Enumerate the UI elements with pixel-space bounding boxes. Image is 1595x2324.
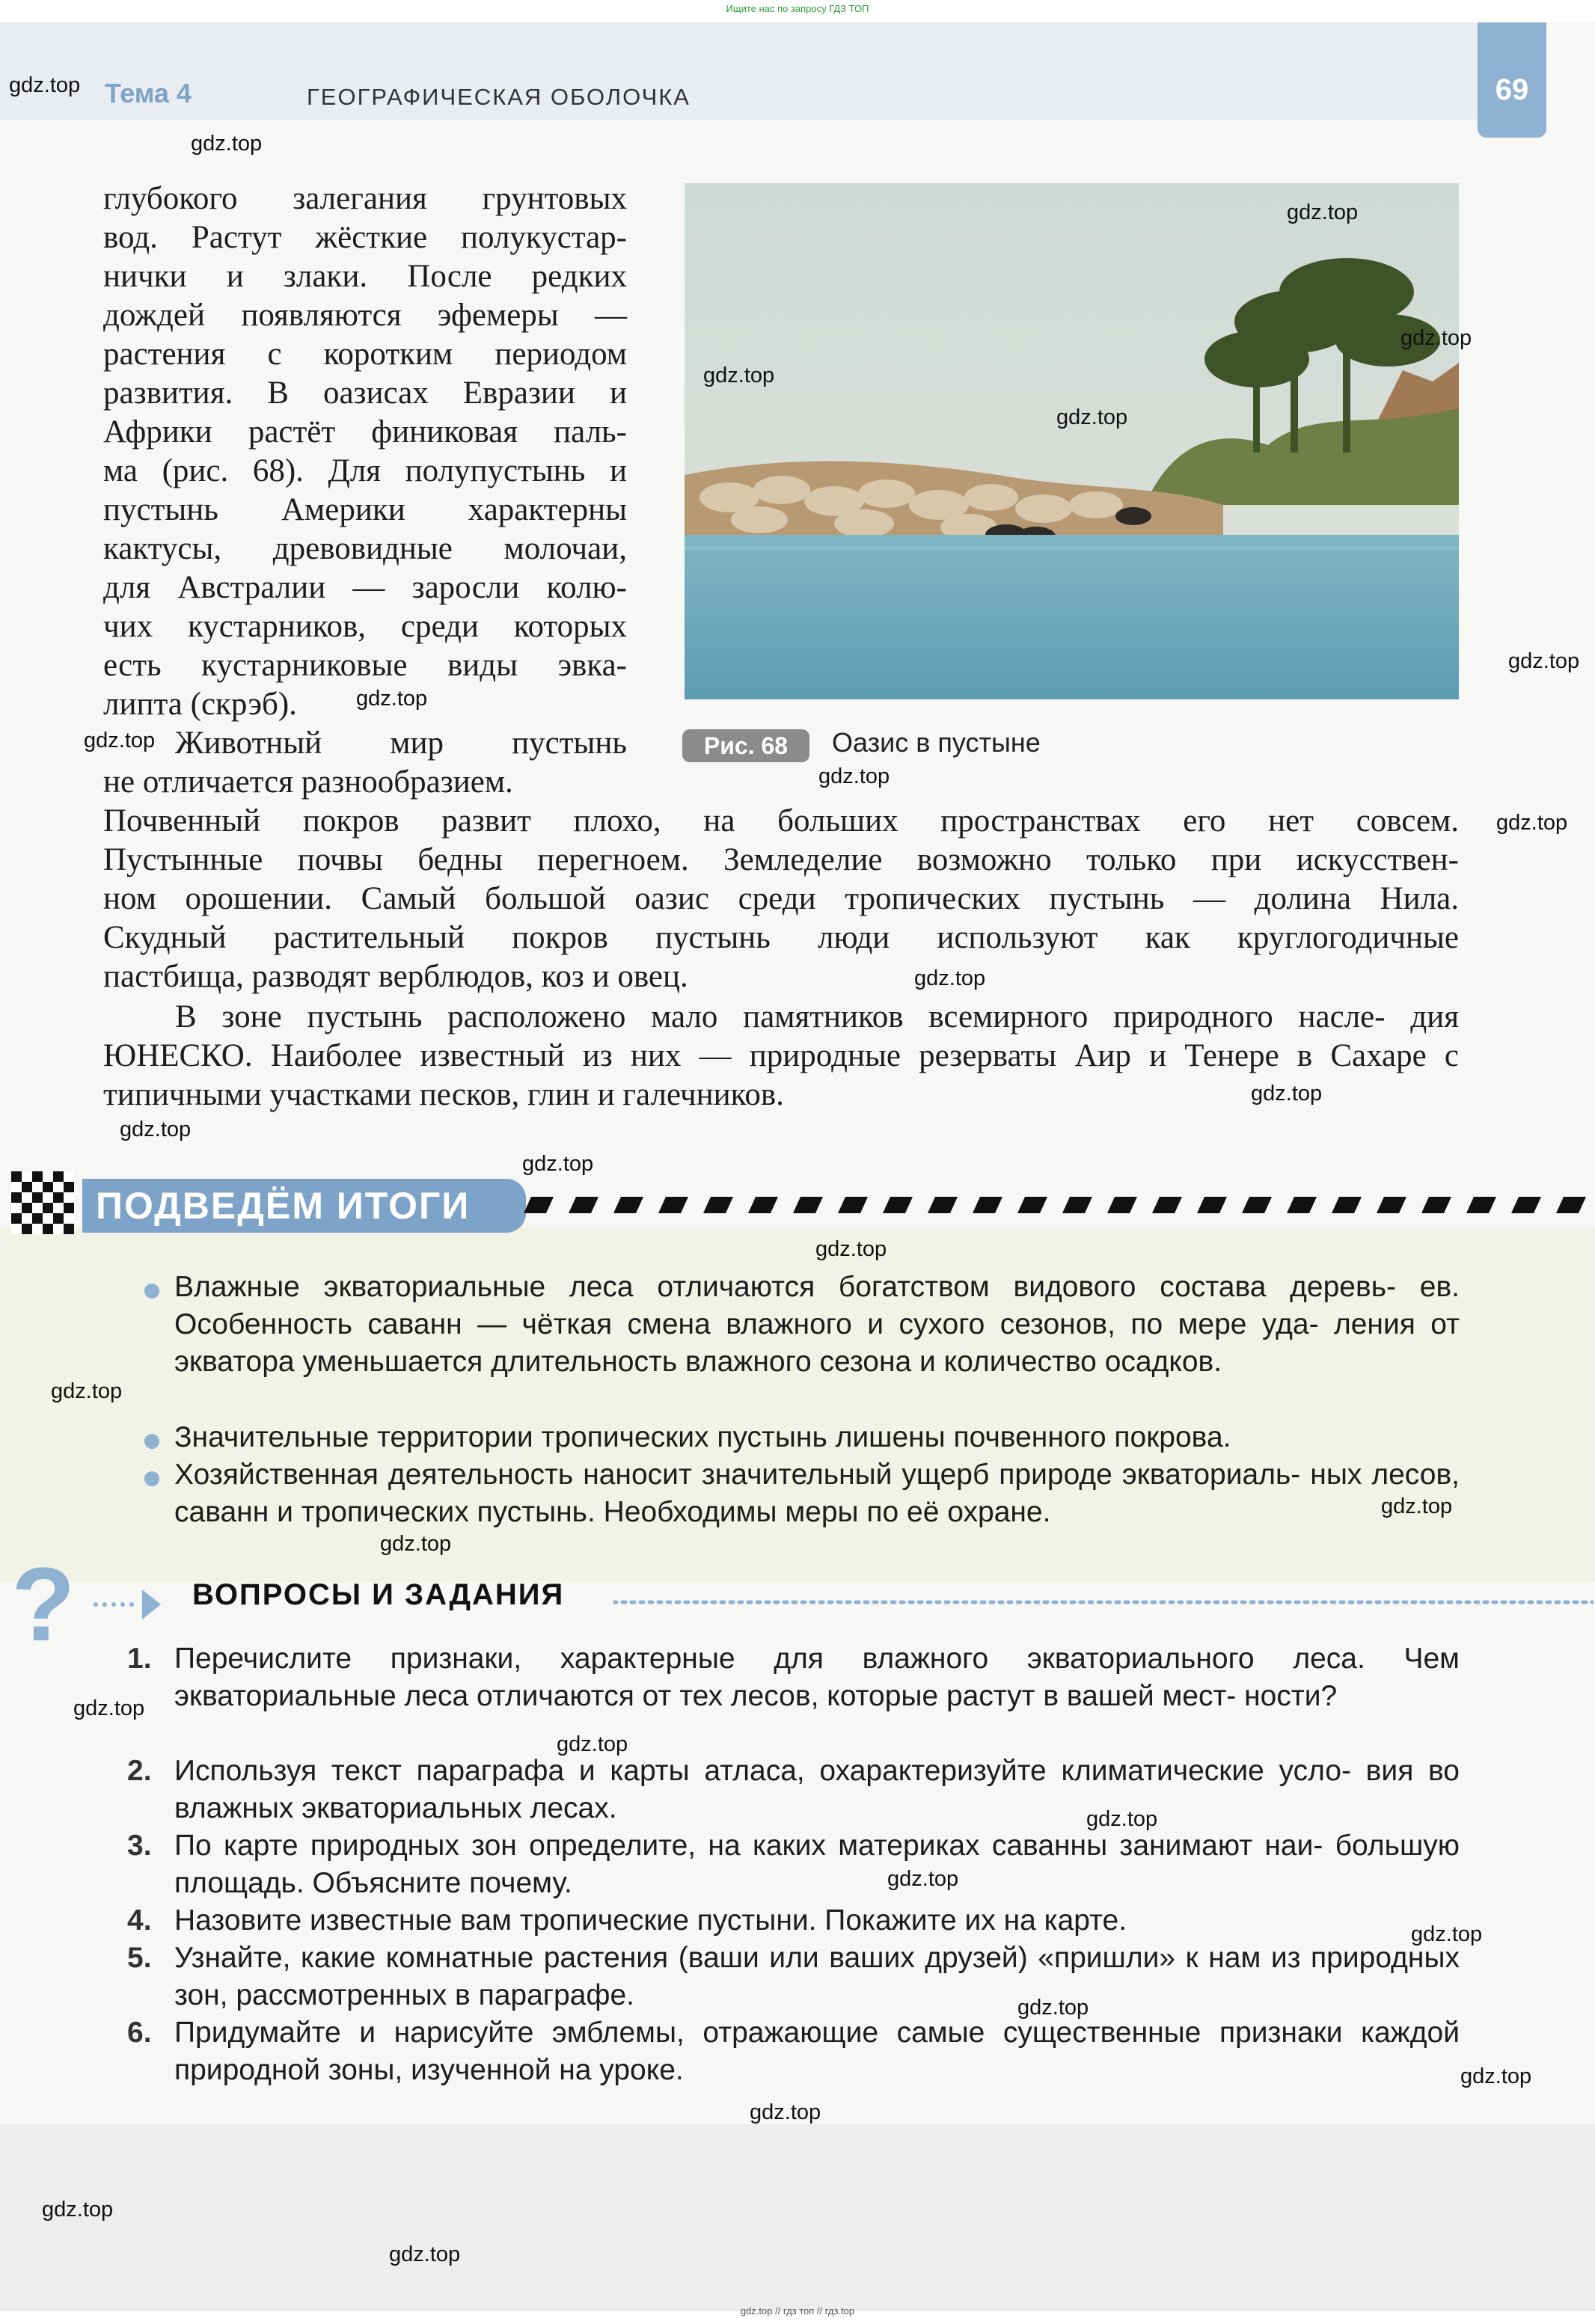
question-number: 6.: [127, 2017, 152, 2049]
watermark: gdz.top: [1411, 1922, 1483, 1946]
text-line: кактусы, древовидные молочаи,: [103, 531, 627, 566]
dotted-divider: [613, 1595, 1594, 1599]
watermark: gdz.top: [1381, 1494, 1453, 1518]
watermark: gdz.top: [1287, 200, 1359, 224]
watermark: gdz.top: [522, 1152, 594, 1176]
watermark: gdz.top: [750, 2100, 821, 2124]
watermark: gdz.top: [42, 2198, 114, 2222]
question-number: 1.: [127, 1643, 152, 1675]
summary-item: Хозяйственная деятельность наносит значительный ущерб природе экваториаль- ных лесов, саванн и тропических пустынь. Необходимы меры по её охране.: [174, 1459, 1460, 1528]
text-line: дождей появляются эфемеры —: [103, 298, 627, 333]
question-text: Назовите известные вам тропические пустыни. Покажите их на карте.: [174, 1904, 1127, 1937]
text-line: глубокого залегания грунтовых: [103, 181, 627, 216]
watermark: gdz.top: [1056, 405, 1128, 429]
watermark: gdz.top: [887, 1867, 959, 1891]
watermark: gdz.top: [818, 764, 890, 788]
text-line: ном орошении. Самый большой оазис среди тропических пустынь — долина Нила.: [103, 881, 1459, 916]
summary-item: Значительные территории тропических пустынь лишены почвенного покрова.: [174, 1421, 1231, 1453]
watermark: gdz.top: [1460, 2064, 1532, 2088]
text-line: есть кустарниковые виды эвка-: [103, 648, 627, 683]
summary-heading: ПОДВЕДЁМ ИТОГИ: [82, 1179, 526, 1233]
watermark: gdz.top: [1496, 811, 1568, 835]
text-line: Африки растёт финиковая паль-: [103, 414, 627, 450]
watermark: gdz.top: [914, 966, 986, 990]
question-number: 5.: [127, 1942, 152, 1974]
watermark: gdz.top: [191, 132, 263, 156]
watermark: gdz.top: [557, 1732, 628, 1756]
watermark: gdz.top: [1508, 649, 1580, 673]
watermark: gdz.top: [120, 1117, 192, 1141]
bullet-icon: [144, 1434, 159, 1449]
figure-caption: Оазис в пустыне: [832, 727, 1041, 758]
question-text: Используя текст параграфа и карты атласа, охарактеризуйте климатические усло- вия во влажных экваториальных лесах.: [174, 1755, 1460, 1824]
text-line: ма (рис. 68). Для полупустынь и: [103, 453, 627, 488]
watermark: gdz.top: [380, 1532, 452, 1556]
bottom-note: gdz.top // гдз топ // гдз.top: [740, 2305, 855, 2317]
arrow-right-icon: [90, 1586, 165, 1623]
checkered-flag-icon: [11, 1171, 74, 1234]
topic-label: Тема 4: [105, 78, 192, 108]
unesco-paragraph: В зоне пустынь расположено мало памятников всемирного природного насле- дия ЮНЕСКО. Наиболее известный из них — природные резерваты Аир и Тенере в Сахаре с типичными участками песков, глин и галечников.: [103, 999, 1459, 1112]
page-header: [0, 22, 1541, 120]
question-number: 4.: [127, 1904, 152, 1937]
bullet-icon: [144, 1471, 159, 1486]
questions-heading: ВОПРОСЫ И ЗАДАНИЯ: [192, 1578, 565, 1611]
text-line: растения с коротким периодом: [103, 337, 627, 372]
watermark: gdz.top: [1017, 1996, 1089, 2020]
text-line: для Австралии — заросли колю-: [103, 570, 627, 605]
watermark: gdz.top: [84, 729, 156, 752]
bullet-icon: [144, 1284, 159, 1299]
watermark: gdz.top: [356, 687, 428, 711]
dashed-divider: [524, 1197, 1586, 1213]
text-line: Почвенный покров развит плохо, на больших пространствах его нет совсем.: [103, 803, 1459, 838]
text-line: нички и злаки. После редких: [103, 259, 627, 294]
text-line: не отличается разнообразием.: [103, 764, 513, 800]
watermark: gdz.top: [51, 1379, 123, 1403]
watermark: gdz.top: [815, 1237, 887, 1261]
text-line: липта (скрэб).: [103, 687, 297, 722]
summary-item: Влажные экваториальные леса отличаются богатством видового состава деревь- ев. Особенность саванн — чёткая смена влажного и сухого сезонов, по мере уда- ления от экватора уменьшается длительность влажного сезона и количество осадков.: [174, 1271, 1460, 1378]
watermark: gdz.top: [703, 364, 775, 387]
question-text: Придумайте и нарисуйте эмблемы, отражающие самые существенные признаки каждой природной зоны, изученной на уроке.: [174, 2017, 1460, 2086]
question-text: Перечислите признаки, характерные для влажного экваториального леса. Чем экваториальные леса отличаются от тех лесов, которые растут в вашей мест- ности?: [174, 1643, 1460, 1712]
watermark: gdz.top: [1251, 1082, 1323, 1106]
question-number: 3.: [127, 1830, 152, 1862]
top-note: Ищите нас по запросу ГДЗ ТОП: [726, 3, 869, 14]
text-line: Пустынные почвы бедны перегноем. Земледелие возможно только при искусствен-: [103, 842, 1459, 877]
text-line: Животный мир пустынь: [175, 726, 627, 761]
watermark: gdz.top: [1400, 326, 1472, 350]
text-line: пастбища, разводят верблюдов, коз и овец.: [103, 959, 688, 994]
text-line: вод. Растут жёсткие полукустар-: [103, 220, 627, 255]
question-mark-icon: ?: [11, 1545, 76, 1663]
text-line: пустынь Америки характерны: [103, 492, 627, 527]
page-number: 69: [1478, 22, 1546, 138]
question-number: 2.: [127, 1755, 152, 1787]
section-title: ГЕОГРАФИЧЕСКАЯ ОБОЛОЧКА: [307, 84, 691, 110]
watermark: gdz.top: [1086, 1807, 1158, 1831]
watermark: gdz.top: [9, 73, 81, 97]
figure-tag: Рис. 68: [682, 729, 809, 762]
question-text: По карте природных зон определите, на каких материках саванны занимают наи- большую площадь. Объясните почему.: [174, 1830, 1460, 1899]
soil-text: [103, 802, 1459, 996]
text-line: Скудный растительный покров пустынь люди используют как круглогодичные: [103, 920, 1459, 955]
watermark: gdz.top: [73, 1696, 145, 1720]
page-footer: [0, 2124, 1595, 2311]
text-line: чих кустарников, среди которых: [103, 609, 627, 644]
oasis-photo: [685, 183, 1459, 699]
question-text: Узнайте, какие комнатные растения (ваши или ваших друзей) «пришли» к нам из природных зон, рассмотренных в параграфе.: [174, 1942, 1460, 2011]
text-line: развития. В оазисах Евразии и: [103, 375, 627, 411]
watermark: gdz.top: [389, 2242, 461, 2266]
